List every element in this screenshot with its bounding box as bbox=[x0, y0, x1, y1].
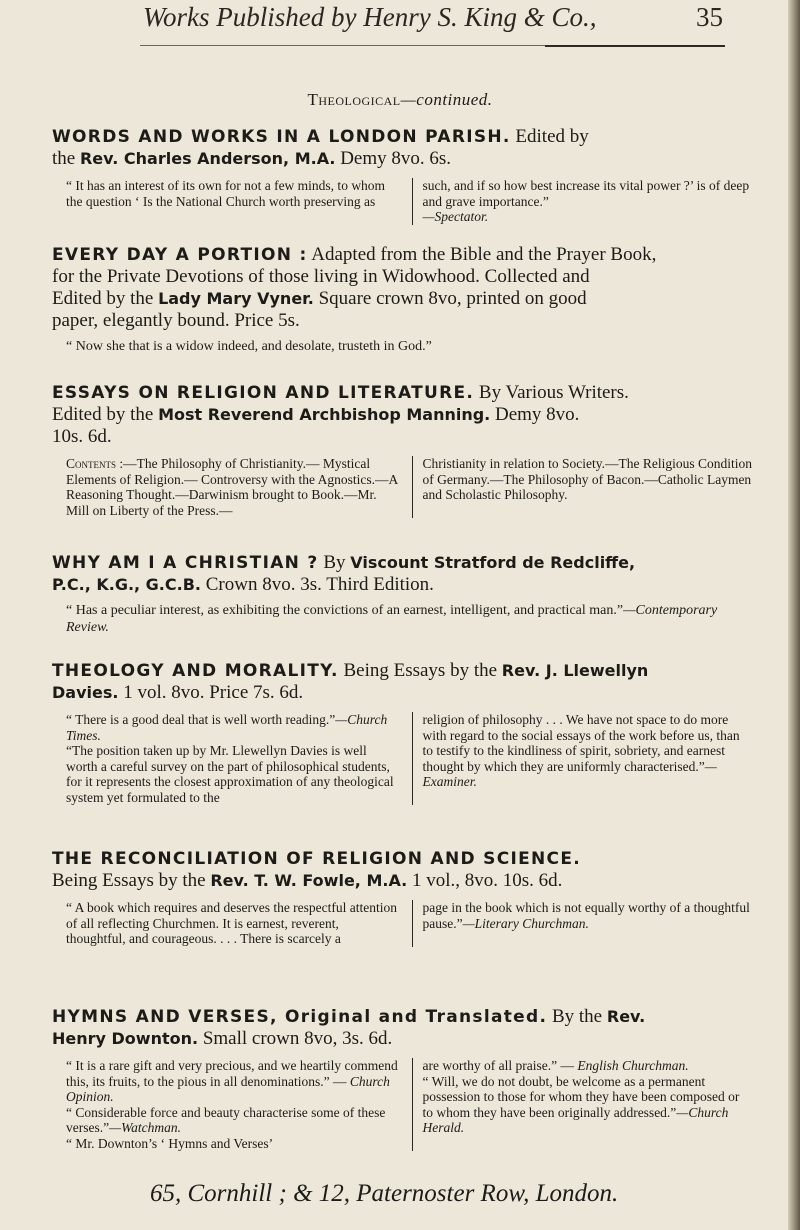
entry-details: Demy 8vo. bbox=[490, 404, 580, 425]
entry-title: HYMNS AND VERSES, Original and Translated. bbox=[52, 1007, 548, 1027]
entry-author: Rev. T. W. Fowle, M.A. bbox=[210, 871, 408, 890]
entry-line-pre: Being Essays by the bbox=[52, 870, 211, 891]
review-columns bbox=[52, 178, 752, 225]
entry-title-rest: By Various Writers. bbox=[474, 382, 629, 403]
entry-heading bbox=[52, 848, 752, 892]
review-text: religion of philosophy . . . We have not space to do more with regard to the social essays of the work before us, than to testify to the kindliness of spirit, sobriety, and earnest thought by which they are uniformly characterised.” bbox=[422, 712, 740, 774]
review-source: —Literary Churchman. bbox=[462, 915, 589, 931]
review-columns bbox=[52, 1058, 752, 1151]
entry-title: WORDS AND WORKS IN A LONDON PARISH. bbox=[52, 127, 511, 147]
entry-title-rest: By the bbox=[547, 1006, 607, 1027]
review-source: —Church Times. bbox=[66, 712, 388, 743]
entry-title: THEOLOGY AND MORALITY. bbox=[52, 661, 339, 681]
contents-text: —The Philosophy of Christianity.— Mystical Elements of Religion.— Controversy with the Agnostics.—A Reasoning Thought.—Darwinism brought to Book.—Mr. Mill on Liberty of the Press.— bbox=[66, 456, 398, 518]
review-text: “ There is a good deal that is well worth reading.” bbox=[66, 712, 336, 727]
entry-title: EVERY DAY A PORTION : bbox=[52, 245, 308, 265]
book-entry-why-christian bbox=[52, 552, 752, 636]
book-entry-words-and-works bbox=[52, 126, 752, 225]
entry-heading bbox=[52, 1006, 752, 1050]
entry-line-pre: Edited by the bbox=[52, 404, 159, 425]
section-title bbox=[0, 90, 800, 110]
entry-details: Small crown 8vo, 3s. 6d. bbox=[198, 1028, 393, 1049]
entry-author: Lady Mary Vyner. bbox=[158, 289, 314, 308]
review-source: Church Opinion. bbox=[66, 1073, 390, 1104]
review-text: are worthy of all praise.” — bbox=[422, 1058, 578, 1073]
review-text: “The position taken up by Mr. Llewellyn Davies is well worth a careful survey on the part of philosophical students, for it represents the closest approximation of any theological system yet formulated to the bbox=[66, 743, 394, 805]
entry-heading bbox=[52, 552, 752, 596]
book-entry-essays-religion bbox=[52, 382, 752, 518]
book-entry-reconciliation bbox=[52, 848, 752, 947]
entry-quote: “ Now she that is a widow indeed, and desolate, trusteth in God.” bbox=[66, 339, 432, 354]
section-continued: —continued. bbox=[400, 90, 493, 109]
entry-author: Most Reverend Archbishop Manning. bbox=[158, 405, 491, 424]
entry-author: Rev. bbox=[606, 1007, 646, 1026]
publisher-address: 65, Cornhill ; & 12, Paternoster Row, London. bbox=[150, 1180, 619, 1207]
entry-title-rest: Adapted from the Bible and the Prayer Book, bbox=[307, 244, 657, 265]
entry-details: 1 vol., 8vo. 10s. 6d. bbox=[407, 870, 563, 891]
contents-col-left bbox=[52, 456, 412, 518]
quote-source: —Contemporary Review. bbox=[66, 603, 718, 635]
entry-heading bbox=[52, 382, 752, 448]
review-col-right bbox=[412, 178, 753, 225]
running-head-title: Works Published by Henry S. King & Co., bbox=[143, 2, 597, 32]
book-entry-hymns-verses bbox=[52, 1006, 752, 1151]
page-number: 35 bbox=[696, 2, 723, 32]
entry-author: Rev. Charles Anderson, M.A. bbox=[79, 149, 336, 168]
entry-author-titles: P.C., K.G., G.C.B. bbox=[52, 575, 201, 594]
entry-quote bbox=[52, 602, 752, 636]
entry-title: WHY AM I A CHRISTIAN ? bbox=[52, 553, 319, 573]
entry-author-rest: Davies. bbox=[52, 683, 119, 702]
review-text: such, and if so how best increase its vital power ?’ is of deep and grave importance.” bbox=[422, 178, 750, 209]
entry-line: paper, elegantly bound. Price 5s. bbox=[52, 310, 300, 331]
review-col-right bbox=[412, 1058, 753, 1151]
review-columns bbox=[52, 900, 752, 947]
book-entry-theology-morality bbox=[52, 660, 752, 805]
review-col-left: “ It has an interest of its own for not a few minds, to whom the question ‘ Is the National Church worth preserving as bbox=[66, 178, 386, 209]
quote-text: “ Has a peculiar interest, as exhibiting the convictions of an earnest, intelligent, and practical man.” bbox=[66, 603, 624, 618]
review-col-right bbox=[412, 900, 753, 947]
entry-author: Rev. J. Llewellyn bbox=[501, 661, 649, 680]
page-edge-shadow bbox=[788, 0, 800, 1230]
review-columns bbox=[52, 712, 752, 805]
section-label: Theological bbox=[307, 90, 401, 109]
entry-line: for the Private Devotions of those living in Widowhood. Collected and bbox=[52, 266, 590, 287]
entry-details: Square crown 8vo, printed on good bbox=[313, 288, 587, 309]
review-source: —Church Herald. bbox=[422, 1104, 729, 1135]
entry-details: 1 vol. 8vo. Price 7s. 6d. bbox=[118, 682, 304, 703]
review-source: English Churchman. bbox=[577, 1058, 689, 1073]
entry-heading bbox=[52, 660, 752, 704]
review-source: —Spectator. bbox=[422, 209, 489, 224]
contents-col-right: Christianity in relation to Society.—The Religious Condition of Germany.—The Philosophy of Bacon.—Catholic Laymen and Scholastic Philosophy. bbox=[412, 456, 753, 518]
entry-line-pre: the bbox=[52, 148, 80, 169]
review-source: —Watchman. bbox=[109, 1120, 181, 1135]
review-text: “ Will, we do not doubt, be welcome as a permanent possession to those for whom they have been composed or to whom they have been originally addressed.” bbox=[422, 1073, 740, 1120]
review-col-right bbox=[412, 712, 753, 805]
contents-columns bbox=[52, 456, 752, 518]
entry-heading bbox=[52, 244, 752, 332]
entry-title-rest: Edited by bbox=[510, 126, 589, 147]
entry-author: Viscount Stratford de Redcliffe, bbox=[350, 553, 636, 572]
entry-price: 10s. 6d. bbox=[52, 426, 112, 447]
entry-details: Crown 8vo. 3s. Third Edition. bbox=[200, 574, 434, 595]
book-entry-every-day bbox=[52, 244, 752, 355]
entry-details: Demy 8vo. 6s. bbox=[335, 148, 452, 169]
review-text: “ Mr. Downton’s ‘ Hymns and Verses’ bbox=[66, 1135, 274, 1151]
review-col-left bbox=[52, 712, 412, 805]
entry-line-pre: Edited by the bbox=[52, 288, 159, 309]
entry-title: ESSAYS ON RELIGION AND LITERATURE. bbox=[52, 383, 475, 403]
review-source: —Examiner. bbox=[422, 758, 717, 789]
entry-title-rest: By bbox=[318, 552, 351, 573]
review-text: “ Considerable force and beauty characterise some of these verses.” bbox=[66, 1104, 386, 1135]
running-head bbox=[143, 2, 723, 42]
entry-author-rest: Henry Downton. bbox=[52, 1029, 199, 1048]
review-text: “ It is a rare gift and very precious, and we heartily commend this, its fruits, to the pious in all denominations.” — bbox=[66, 1058, 398, 1089]
entry-heading bbox=[52, 126, 752, 170]
review-col-left: “ A book which requires and deserves the respectful attention of all reflecting Churchmen. It is earnest, reverent, thoughtful, and courageous. . . . There is scarcely a bbox=[66, 900, 398, 946]
entry-title-rest: Being Essays by the bbox=[338, 660, 502, 681]
contents-label: Contents : bbox=[66, 456, 124, 471]
entry-title: THE RECONCILIATION OF RELIGION AND SCIENCE. bbox=[52, 849, 581, 869]
header-rule-thick bbox=[545, 45, 725, 47]
review-text: page in the book which is not equally worthy of a thoughtful pause.” bbox=[422, 900, 750, 931]
review-col-left bbox=[52, 1058, 412, 1151]
